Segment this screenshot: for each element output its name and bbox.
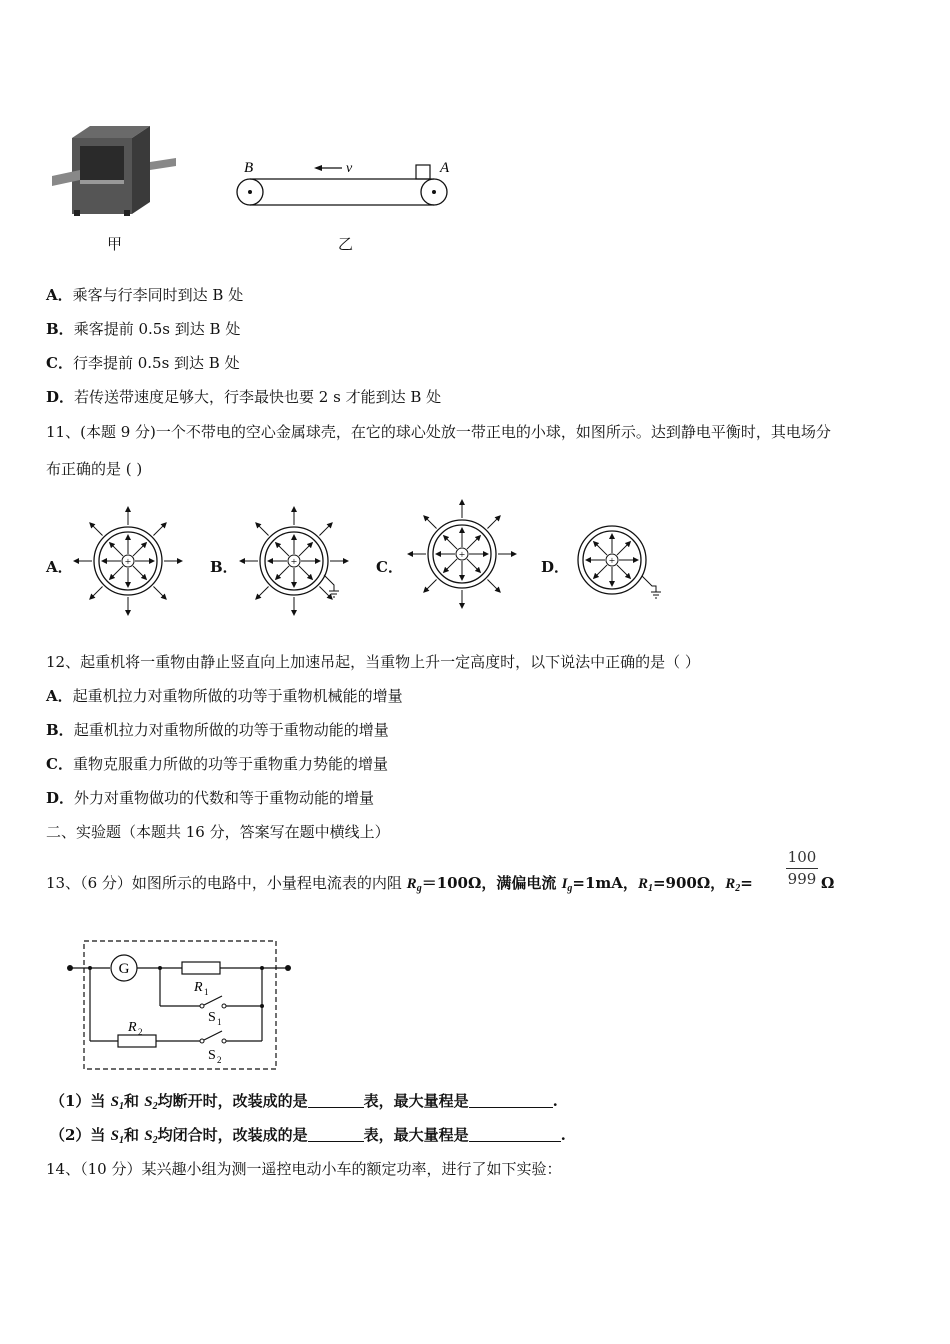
field-diagram-c (406, 498, 518, 610)
figure-caption-yi: 乙 (338, 235, 354, 253)
option-letter: C． (46, 755, 73, 773)
field-line (319, 523, 332, 536)
q11-stem-line2: 布正确的是 ( ) (46, 460, 143, 478)
field-line (276, 566, 289, 579)
r1-symbol: R (637, 876, 648, 892)
option-letter: A． (46, 286, 73, 304)
field-line (487, 579, 500, 592)
option-text: 外力对重物做功的代数和等于重物动能的增量 (74, 789, 375, 807)
field-line (299, 543, 312, 556)
q13-sub2 (50, 1124, 566, 1152)
s1-subscript: 1 (119, 1135, 125, 1146)
rg-subscript: g (416, 883, 422, 894)
field-line (153, 586, 166, 599)
q12-option-a[interactable] (46, 685, 403, 707)
r1-subscript: 1 (647, 883, 653, 894)
s1-symbol: S (110, 1094, 120, 1110)
field-diagram-b (238, 505, 358, 617)
s2-sub-label: 2 (217, 1055, 222, 1065)
plus-sign: + (290, 556, 298, 568)
q12-stem: 12、起重机将一重物由静止竖直向上加速吊起，当重物上升一定高度时，以下说法中正确的是（ ） (46, 653, 700, 671)
s2-subscript: 2 (152, 1135, 158, 1146)
q11-stem-line1: 11、(本题 9 分)一个不带电的空心金属球壳，在它的球心处放一带正电的小球，如图所示。达到静电平衡时，其电场分 (46, 423, 831, 441)
option-letter: A． (46, 687, 73, 705)
option-text: 行李提前 0.5s 到达 B 处 (72, 354, 240, 372)
rg-value: ＝100Ω，满偏电流 (421, 874, 562, 892)
r2-subscript: 2 (735, 883, 741, 894)
field-line (467, 536, 480, 549)
unit-ohm: Ω (821, 874, 835, 892)
plus-sign: + (458, 549, 466, 561)
s1-sub-label: 1 (217, 1017, 222, 1027)
belt-label-b: B (244, 160, 254, 176)
sub-text: . (560, 1126, 566, 1144)
field-line (424, 516, 437, 529)
sub-text: 和 (124, 1092, 145, 1110)
sub-text: （2）当 (50, 1126, 111, 1144)
sub-text: （1）当 (50, 1092, 111, 1110)
field-line (90, 523, 103, 536)
field-line (110, 543, 123, 556)
fraction-denominator: 999 (787, 870, 817, 888)
field-line (594, 542, 607, 555)
plus-sign: + (608, 555, 616, 567)
q11-option-a-label[interactable]: A． (46, 558, 73, 576)
s2-symbol: S (144, 1128, 153, 1144)
field-line (617, 565, 630, 578)
option-text: 乘客与行李同时到达 B 处 (72, 286, 244, 304)
q11-option-d-label[interactable]: D． (541, 558, 570, 576)
s2-symbol: S (144, 1094, 153, 1110)
conveyor-belt-diagram (230, 155, 460, 215)
field-line (256, 586, 269, 599)
sub-text: . (552, 1092, 558, 1110)
q11-option-b-label[interactable]: B． (210, 558, 238, 576)
section-title: 二、实验题（本题共 16 分，答案写在题中横线上） (46, 823, 390, 841)
option-text: 重物克服重力所做的功等于重物重力势能的增量 (72, 755, 388, 773)
field-line (319, 586, 332, 599)
plus-sign: + (124, 556, 132, 568)
ig-subscript: g (567, 883, 573, 894)
field-line (256, 523, 269, 536)
field-line (424, 579, 437, 592)
r1-value: =900Ω， (652, 874, 726, 892)
sub-text: 均断开时，改装成的是 (157, 1092, 308, 1110)
field-line (487, 516, 500, 529)
s1-label: S (208, 1010, 216, 1025)
q13-stem (46, 872, 753, 900)
r2-label: R (128, 1020, 137, 1035)
option-letter: D． (46, 388, 75, 406)
r1-sub-label: 1 (204, 987, 209, 997)
sub-text: 均闭合时，改装成的是 (157, 1126, 308, 1144)
answer-blank-meter-type[interactable] (308, 1127, 364, 1142)
sub-text: 表，最大量程是 (363, 1092, 469, 1110)
field-diagram-a (72, 505, 184, 617)
q13-stem-text: 13、（6 分）如图所示的电路中，小量程电流表的内阻 (46, 874, 407, 892)
field-line (90, 586, 103, 599)
sub-text: 表，最大量程是 (363, 1126, 469, 1144)
ig-symbol: I (561, 876, 568, 892)
answer-blank-meter-type[interactable] (308, 1093, 364, 1108)
q10-option-c[interactable] (46, 352, 240, 374)
field-line (276, 543, 289, 556)
q10-option-a[interactable] (46, 284, 243, 306)
option-text: 起重机拉力对重物所做的功等于重物机械能的增量 (72, 687, 403, 705)
field-line (299, 566, 312, 579)
r2-equals: = (740, 874, 753, 892)
field-line (110, 566, 123, 579)
r2-sub-label: 2 (138, 1027, 143, 1037)
option-letter: C． (46, 354, 73, 372)
s1-subscript: 1 (119, 1101, 125, 1112)
field-line (153, 523, 166, 536)
field-line (133, 566, 146, 579)
answer-blank-range[interactable] (469, 1093, 553, 1108)
s2-subscript: 2 (152, 1101, 158, 1112)
option-text: 若传送带速度足够大，行李最快也要 2 s 才能到达 B 处 (74, 388, 442, 406)
galvanometer-label: G (118, 961, 130, 977)
security-machine-image (50, 120, 180, 220)
ig-value: =1mA， (572, 874, 638, 892)
s2-label: S (208, 1048, 216, 1063)
q14-stem: 14、（10 分）某兴趣小组为测一遥控电动小车的额定功率，进行了如下实验： (46, 1160, 562, 1178)
q12-option-c[interactable] (46, 753, 388, 775)
field-line (133, 543, 146, 556)
option-letter: B． (46, 721, 74, 739)
r1-label: R (194, 980, 203, 995)
q10-option-d[interactable] (46, 386, 441, 408)
s1-symbol: S (110, 1128, 120, 1144)
rg-symbol: R (406, 876, 417, 892)
q12-option-d[interactable] (46, 787, 374, 809)
fraction (786, 848, 818, 888)
option-letter: D． (46, 789, 75, 807)
belt-label-a: A (440, 160, 450, 176)
figure-caption-jia: 甲 (107, 235, 123, 253)
option-text: 起重机拉力对重物所做的功等于重物动能的增量 (73, 721, 389, 739)
field-line (444, 536, 457, 549)
option-text: 乘客提前 0.5s 到达 B 处 (73, 320, 241, 338)
q11-option-c-label[interactable]: C． (376, 558, 403, 576)
q13-sub1 (50, 1090, 558, 1118)
circuit-diagram (60, 935, 300, 1075)
r2-symbol: R (725, 876, 736, 892)
field-line (444, 559, 457, 572)
field-line (467, 559, 480, 572)
q12-option-b[interactable] (46, 719, 389, 741)
belt-label-v: v (346, 161, 353, 176)
q10-option-b[interactable] (46, 318, 240, 340)
sub-text: 和 (124, 1126, 145, 1144)
fraction-numerator: 100 (787, 848, 817, 866)
field-line (617, 542, 630, 555)
answer-blank-range[interactable] (469, 1127, 561, 1142)
field-line (594, 565, 607, 578)
field-diagram-d (570, 522, 670, 602)
option-letter: B． (46, 320, 74, 338)
